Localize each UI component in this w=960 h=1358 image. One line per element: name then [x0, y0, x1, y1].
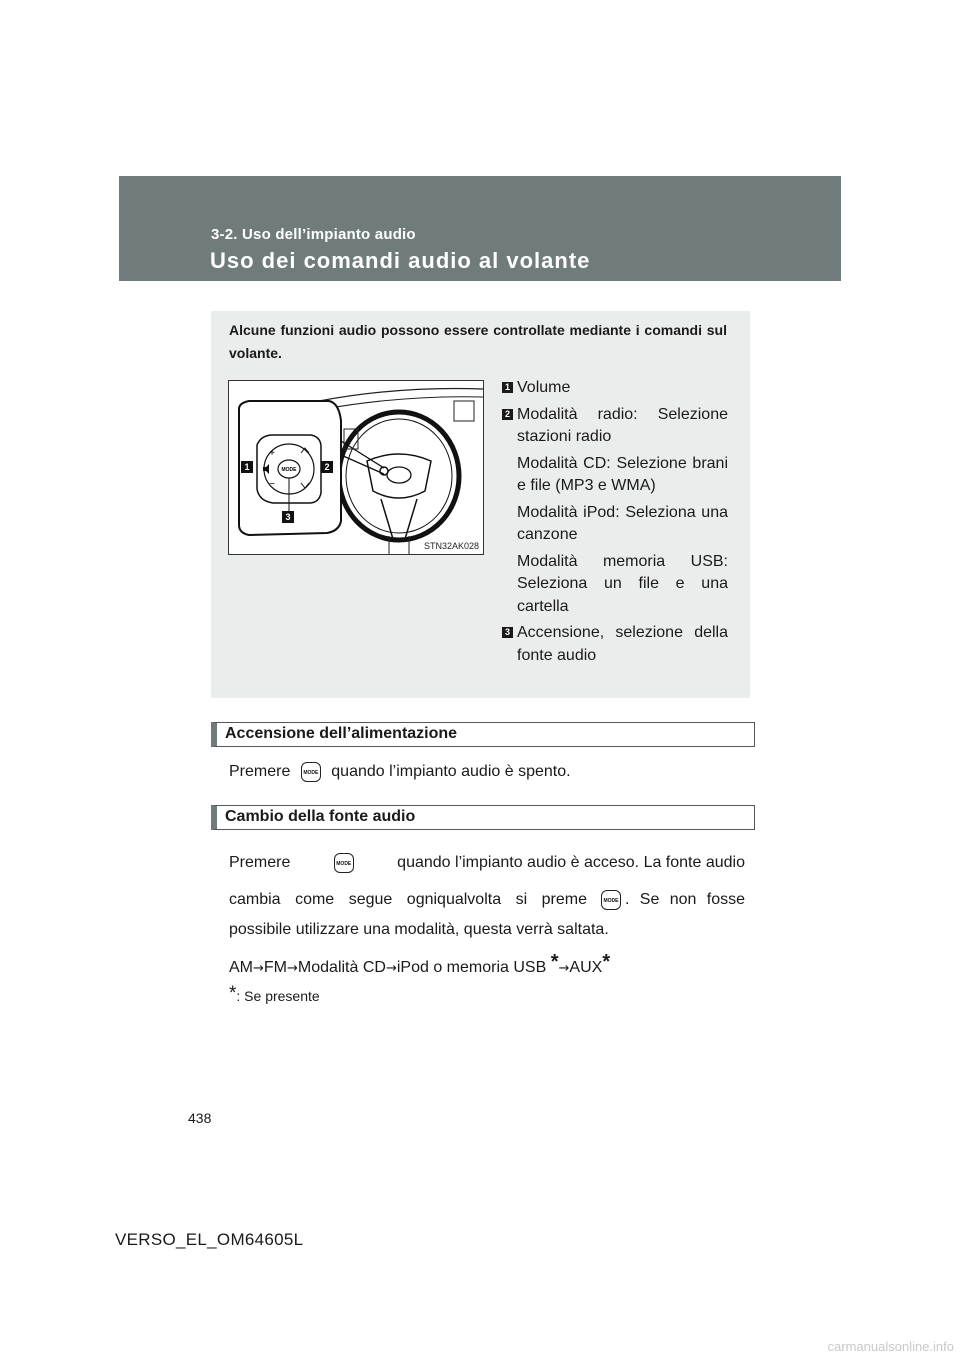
legend-sub-cd: Modalità CD: Selezione brani e file (MP3 e WMA)	[517, 454, 728, 494]
mode-button-label: MODE	[281, 467, 297, 473]
steering-wheel-figure	[228, 380, 484, 555]
svg-text:+: +	[269, 448, 275, 459]
steering-wheel-illustration	[229, 381, 484, 555]
asterisk-icon: *	[550, 951, 559, 973]
asterisk-icon: *	[602, 951, 611, 973]
legend-item-3: 3 Accensione, selezione della fonte audio	[502, 622, 728, 667]
source-sequence: AM→FM→Modalità CD→iPod o memoria USB *→AUX*	[229, 951, 611, 976]
number-1-icon: 1	[502, 382, 513, 393]
legend-sub-ipod: Modalità iPod: Seleziona una canzone	[517, 503, 728, 543]
change-source-heading: Cambio della fonte audio	[211, 805, 755, 830]
arrow-right-icon: →	[287, 961, 298, 976]
intro-text: Alcune funzioni audio possono essere controllate mediante i comandi sul volante.	[229, 322, 727, 361]
watermark: carmanualsonline.info	[827, 1339, 954, 1354]
section-label: 3-2. Uso dell’impianto audio	[211, 226, 416, 243]
page-title: Uso dei comandi audio al volante	[210, 248, 591, 273]
number-2-icon: 2	[502, 409, 513, 420]
number-3-icon: 3	[502, 627, 513, 638]
mode-button-icon: MODE	[301, 762, 321, 782]
arrow-right-icon: →	[558, 961, 570, 976]
change-source-line-2: cambia come segue ogniqualvolta si preme MODE . Se non fosse	[229, 891, 745, 908]
document-code: VERSO_EL_OM64605L	[115, 1230, 304, 1249]
page-number: 438	[188, 1110, 212, 1126]
legend-item-1: 1 Volume	[502, 377, 728, 400]
mode-button-icon: MODE	[601, 890, 621, 910]
figure-code: STN32AK028	[423, 541, 479, 551]
svg-text:1: 1	[244, 462, 250, 472]
change-source-line-3: possibile utilizzare una modalità, questa verrà saltata.	[229, 921, 609, 938]
power-on-text: Premere MODE quando l’impianto audio è spento.	[229, 763, 571, 781]
legend-item-2: 2 Modalità radio: Selezione stazioni radio Modalità CD: Selezione brani e file (MP3 e WMA) Modalità iPod: Seleziona una canzone Modalità memoria USB: Seleziona un file e una cartella	[502, 404, 728, 619]
callout-legend	[502, 377, 728, 671]
change-source-line-1: Premere MODE quando l’impianto audio è acceso. La fonte audio	[229, 854, 745, 871]
arrow-right-icon: →	[253, 961, 264, 976]
power-on-heading: Accensione dell’alimentazione	[211, 722, 755, 747]
svg-text:2: 2	[324, 462, 330, 472]
mode-button-icon: MODE	[334, 853, 354, 873]
footnote: *: Se presente	[229, 983, 320, 1004]
asterisk-icon: *	[229, 983, 237, 1004]
legend-sub-usb: Modalità memoria USB: Seleziona un file e una cartella	[517, 552, 728, 615]
svg-text:3: 3	[285, 512, 291, 522]
arrow-right-icon: →	[385, 961, 397, 976]
svg-text:−: −	[269, 479, 275, 490]
